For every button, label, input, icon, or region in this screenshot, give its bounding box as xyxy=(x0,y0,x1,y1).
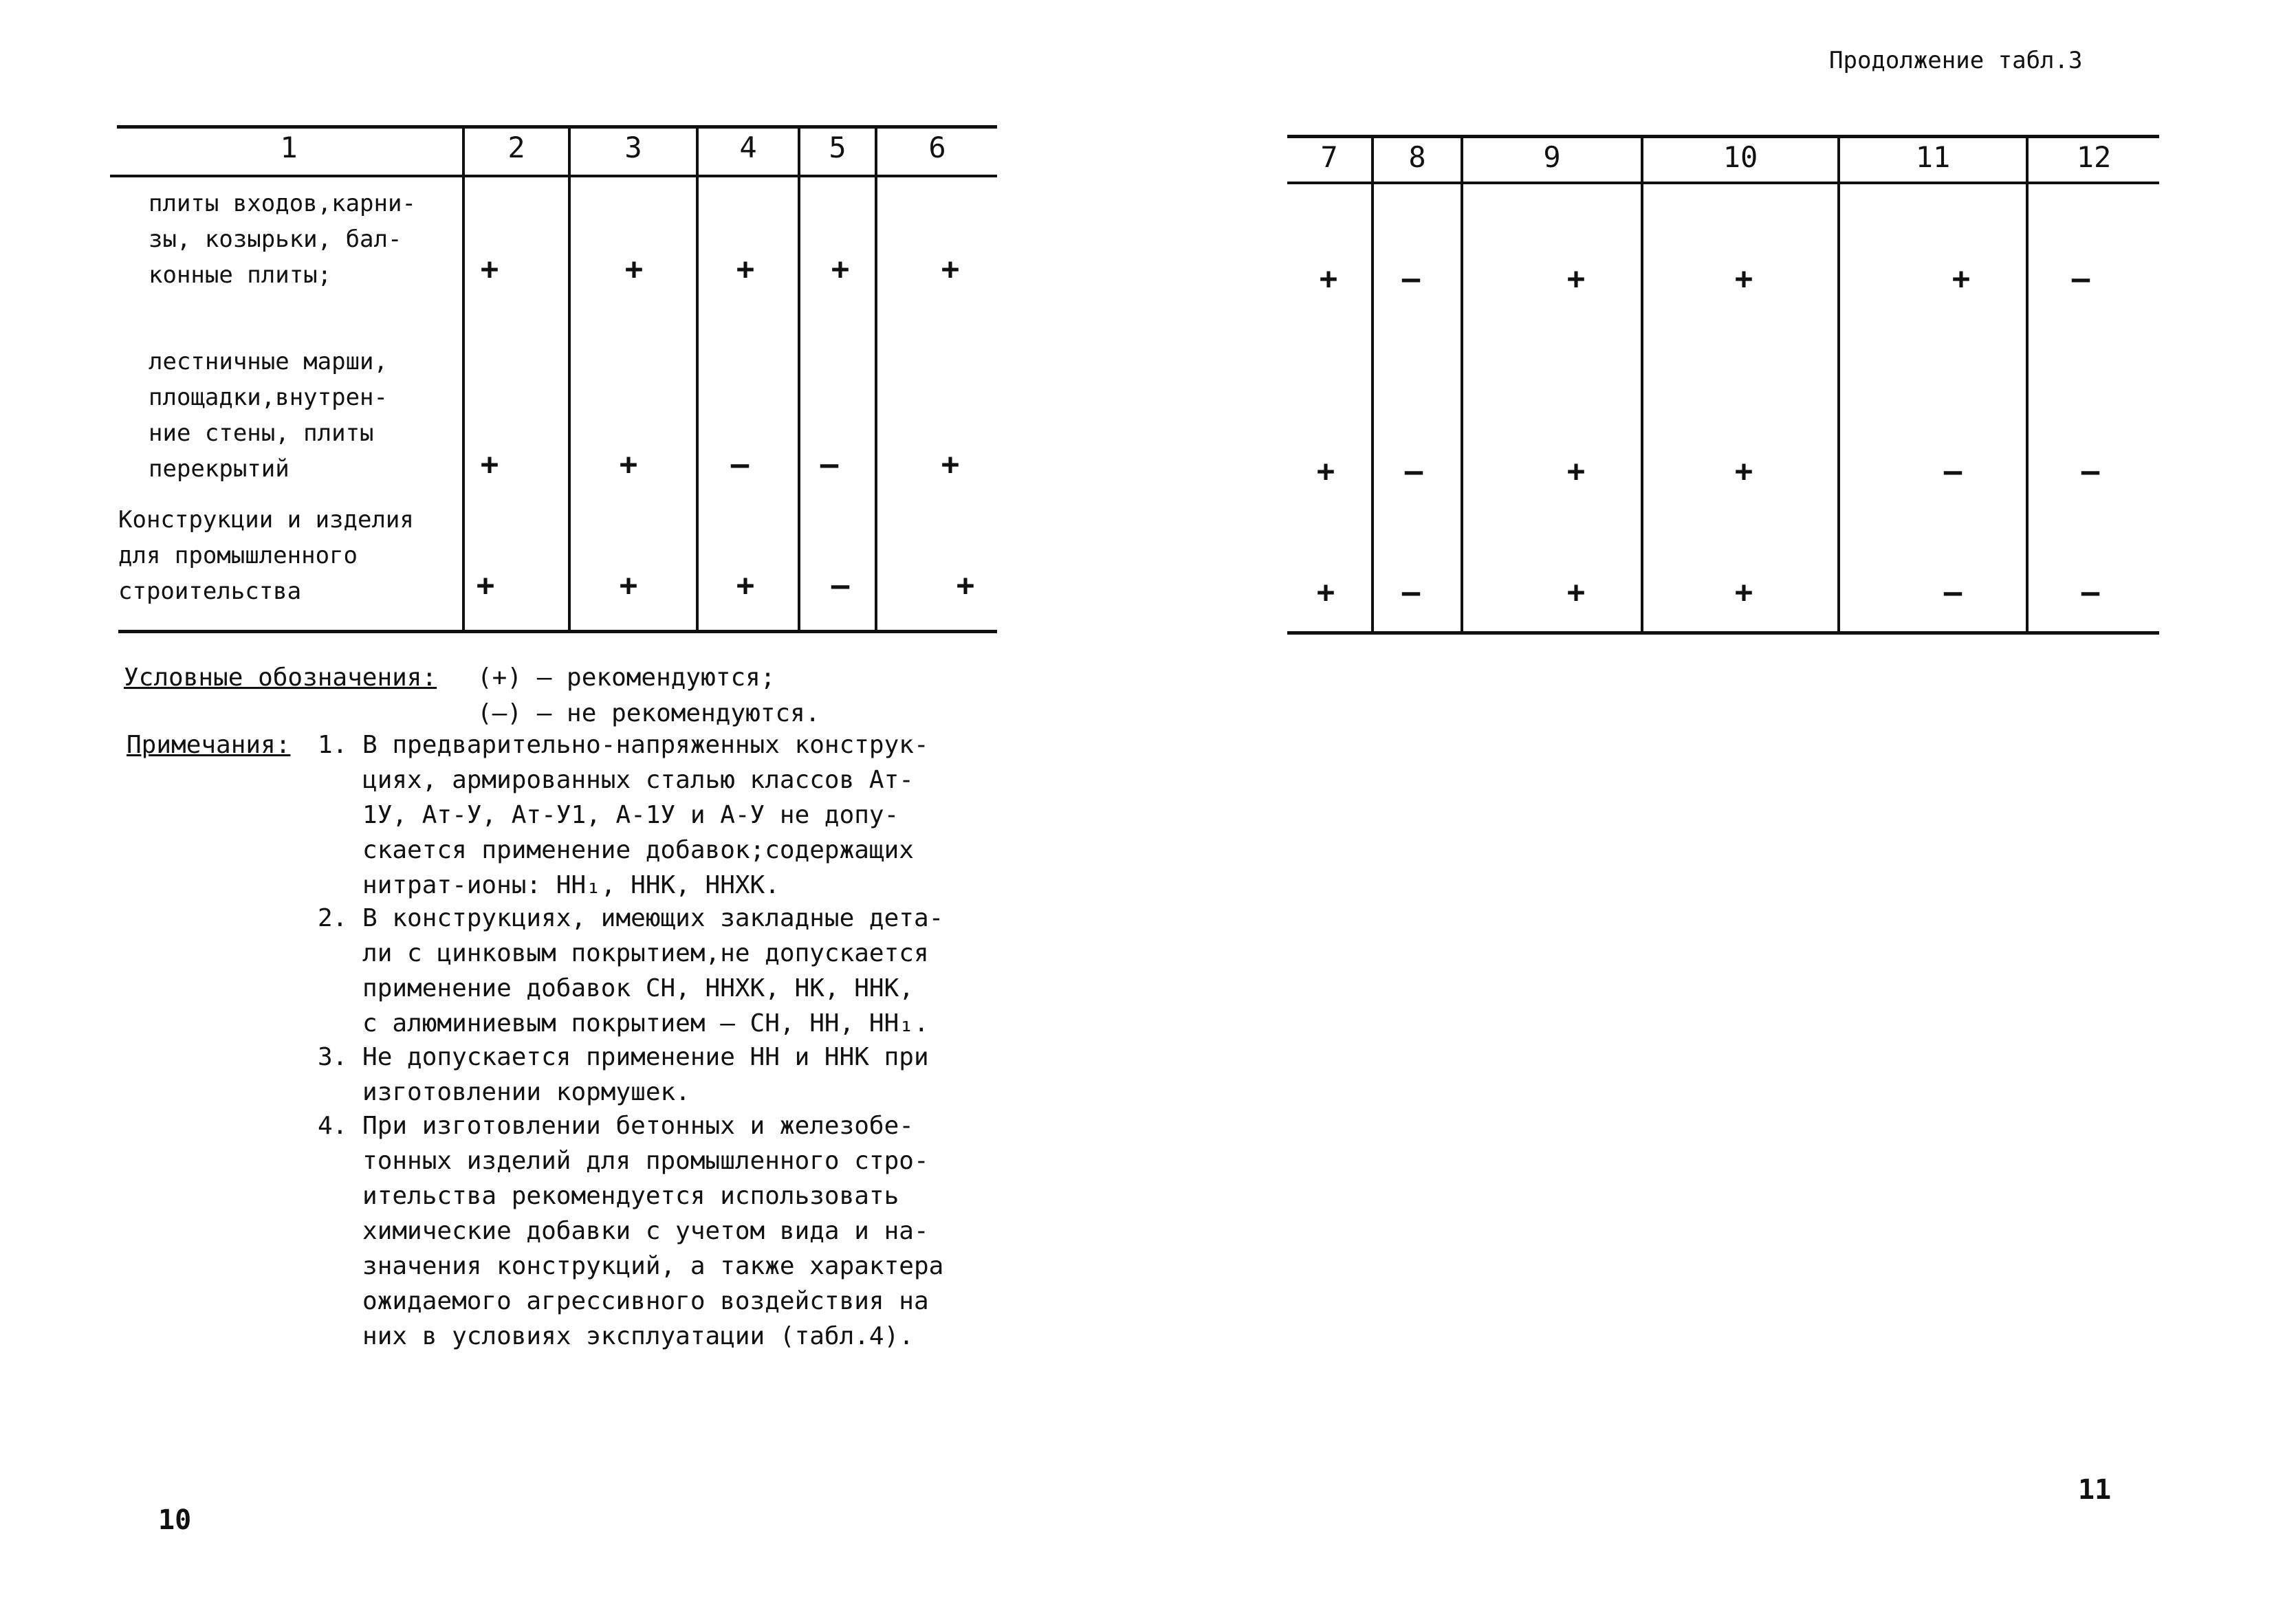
left-header-cell: 4 xyxy=(739,131,757,164)
left-row-label: Конструкции и изделия для промышленного строительства xyxy=(118,506,414,605)
left-cell-mark: + xyxy=(480,252,499,287)
left-header-cell: 2 xyxy=(507,131,525,164)
left-cell-mark: + xyxy=(624,252,644,287)
left-cell-mark: – xyxy=(820,447,839,482)
right-cell-mark: + xyxy=(1734,575,1753,610)
left-col-divider xyxy=(462,127,465,633)
note-item: 4. При изготовлении бетонных и железобе- тонных изделий для промышленного стро- ительства рекомендуется использовать химические добавки с учетом вида и на- значения конструкций, а также характера ожидаемого агрессивного воздействия на них в условиях эксплуатации (табл.4). xyxy=(318,1112,944,1350)
note-item: 3. Не допускается применение НН и ННК при изготовлении кормушек. xyxy=(318,1043,929,1106)
right-col-divider xyxy=(1371,136,1374,633)
left-cell-mark: + xyxy=(736,252,755,287)
left-cell-mark: + xyxy=(736,568,755,603)
left-table-bottom-rule xyxy=(118,630,997,633)
right-cell-mark: – xyxy=(1401,575,1421,610)
right-cell-mark: + xyxy=(1316,454,1335,489)
right-col-divider xyxy=(2026,136,2029,633)
page-number-left: 10 xyxy=(158,1504,192,1536)
legend-plus: (+) – рекомендуются; xyxy=(477,663,776,692)
left-header-cell: 3 xyxy=(624,131,642,164)
right-cell-mark: – xyxy=(1943,575,1963,610)
left-cell-mark: + xyxy=(476,568,495,603)
right-col-divider xyxy=(1461,136,1463,633)
left-col-divider xyxy=(798,127,800,633)
right-cell-mark: – xyxy=(1943,454,1963,489)
notes-title: Примечания: xyxy=(127,731,291,759)
continuation-label: Продолжение табл.3 xyxy=(1829,47,2083,74)
left-cell-mark: + xyxy=(956,568,975,603)
right-col-divider xyxy=(1641,136,1643,633)
page-number-right: 11 xyxy=(2078,1474,2112,1506)
right-header-cell: 8 xyxy=(1408,140,1426,174)
right-cell-mark: – xyxy=(2081,454,2100,489)
legend-minus: (–) – не рекомендуются. xyxy=(477,699,820,727)
left-cell-mark: + xyxy=(941,447,960,482)
right-cell-mark: – xyxy=(2081,575,2100,610)
right-header-cell: 12 xyxy=(2076,140,2112,174)
right-cell-mark: – xyxy=(1404,454,1423,489)
right-cell-mark: + xyxy=(1566,261,1586,296)
left-header-cell: 5 xyxy=(829,131,846,164)
left-col-divider xyxy=(568,127,571,633)
left-cell-mark: + xyxy=(619,568,638,603)
left-cell-mark: + xyxy=(941,252,960,287)
left-cell-mark: + xyxy=(831,252,850,287)
right-header-cell: 11 xyxy=(1915,140,1951,174)
left-header-cell: 1 xyxy=(280,131,298,164)
left-cell-mark: – xyxy=(831,568,850,603)
left-cell-mark: + xyxy=(619,447,638,482)
right-cell-mark: + xyxy=(1566,575,1586,610)
left-table-header-rule xyxy=(110,175,997,177)
left-header-cell: 6 xyxy=(928,131,946,164)
right-header-cell: 10 xyxy=(1723,140,1758,174)
left-cell-mark: + xyxy=(480,447,499,482)
left-table-top-rule xyxy=(117,125,997,129)
right-header-cell: 9 xyxy=(1543,140,1561,174)
right-header-cell: 7 xyxy=(1320,140,1338,174)
note-item: 2. В конструкциях, имеющих закладные дета- ли с цинковым покрытием,не допускается применение добавок СН, ННХК, НК, ННК, с алюминиевым покрытием – СН, НН, НН₁. xyxy=(318,904,944,1038)
right-cell-mark: + xyxy=(1952,261,1971,296)
left-row-label: плиты входов,карни- зы, козырьки, бал- конные плиты; xyxy=(149,190,416,289)
right-cell-mark: – xyxy=(1401,261,1421,296)
left-col-divider xyxy=(696,127,699,633)
right-col-divider xyxy=(1837,136,1840,633)
legend-title: Условные обозначения: xyxy=(124,663,437,692)
left-cell-mark: – xyxy=(730,447,750,482)
left-col-divider xyxy=(875,127,877,633)
left-row-label: лестничные марши, площадки,внутрен- ние стены, плиты перекрытий xyxy=(149,348,388,483)
right-cell-mark: – xyxy=(2071,261,2090,296)
right-cell-mark: + xyxy=(1734,261,1753,296)
right-cell-mark: + xyxy=(1734,454,1753,489)
right-cell-mark: + xyxy=(1566,454,1586,489)
note-item: 1. В предварительно-напряженных конструк- циях, армированных сталью классов Ат- 1У, Ат-У, Ат-У1, А-1У и А-У не допу- скается применение добавок;содержащих нитрат-ионы: НН₁, ННК, ННХК. xyxy=(318,731,929,899)
right-cell-mark: + xyxy=(1316,575,1335,610)
right-cell-mark: + xyxy=(1319,261,1338,296)
